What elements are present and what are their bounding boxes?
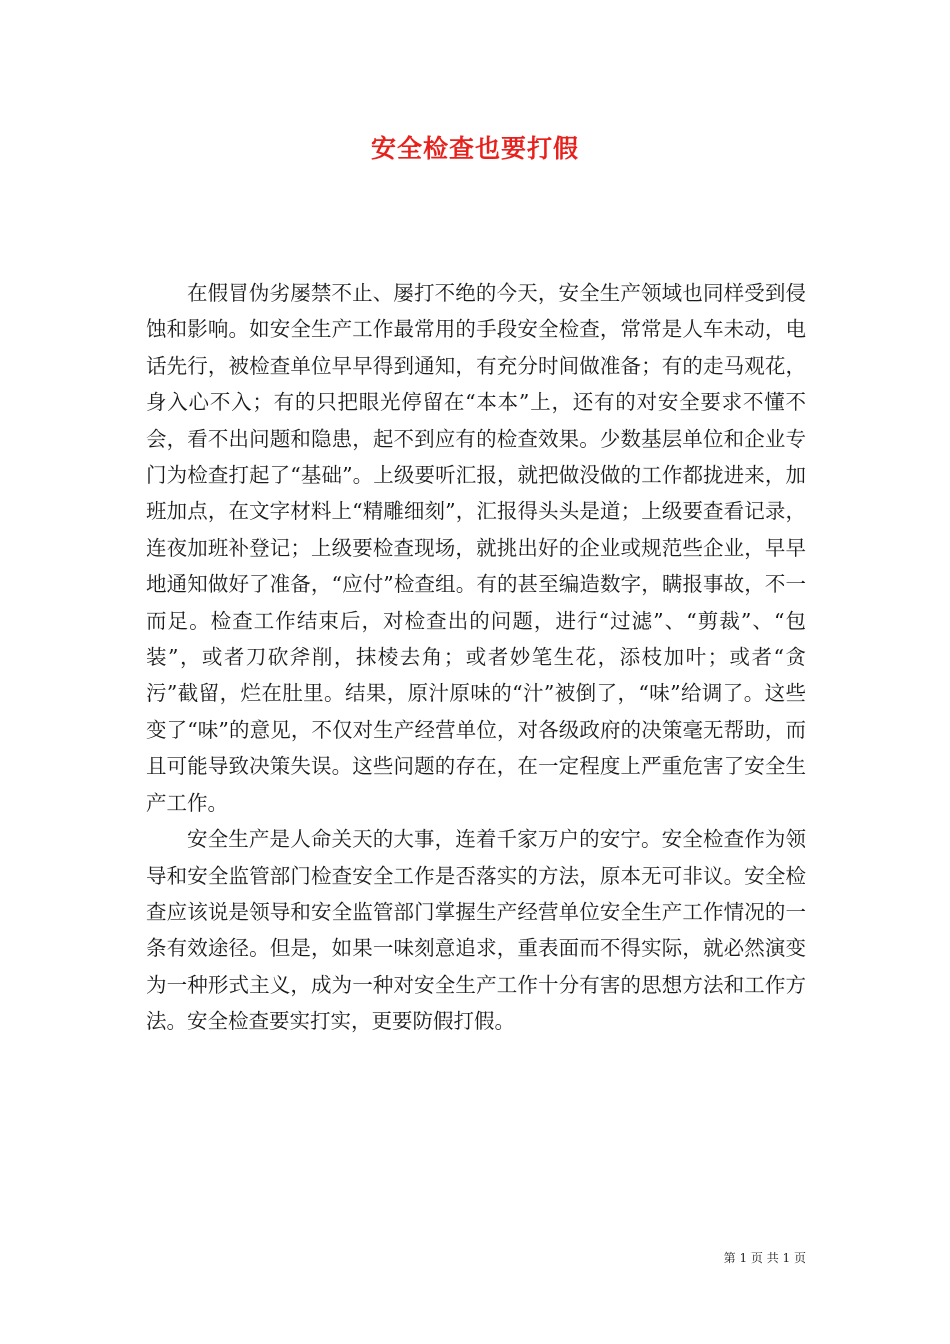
document-title: 安全检查也要打假 bbox=[370, 134, 579, 163]
page-number-footer: 第 1 页 共 1 页 bbox=[723, 1251, 806, 1265]
paragraph-2: 安全生产是人命关天的大事，连着千家万户的安宁。安全检查作为领导和安全监管部门检查安全工作是否落实的方法，原本无可非议。安全检查应该说是领导和安全监管部门掌握生产经营单位安全生产工作情况的一条有效途径。但是，如果一味刻意追求，重表面而不得实际，就必然演变为一种形式主义，成为一种对安全生产工作十分有害的思想方法和工作方法。安全检查要实打实，更要防假打假。 bbox=[146, 827, 806, 1034]
paragraph-1: 在假冒伪劣屡禁不止、屡打不绝的今天，安全生产领域也同样受到侵蚀和影响。如安全生产工作最常用的手段安全检查，常常是人车未动，电话先行，被检查单位早早得到通知，有充分时间做准备；有的走马观花，身入心不入；有的只把眼光停留在“本本”上，还有的对安全要求不懂不会，看不出问题和隐患，起不到应有的检查效果。少数基层单位和企业专门为检查打起了“基础”。上级要听汇报，就把做没做的工作都拢进来，加班加点，在文字材料上“精雕细刻”，汇报得头头是道；上级要查看记录，连夜加班补登记；上级要检查现场，就挑出好的企业或规范些企业，早早地通知做好了准备，“应付”检查组。有的甚至编造数字，瞒报事故，不一而足。检查工作结束后，对检查出的问题，进行“过滤”、“剪裁”、“包装”，或者刀砍斧削，抹棱去角；或者妙笔生花，添枝加叶；或者“贪污”截留，烂在肚里。结果，原汁原味的“汁”被倒了，“味”给调了。这些变了“味”的意见，不仅对生产经营单位，对各级政府的决策毫无帮助，而且可能导致决策失误。这些问题的存在，在一定程度上严重危害了安全生产工作。 bbox=[146, 281, 806, 815]
document-body bbox=[146, 275, 806, 1040]
